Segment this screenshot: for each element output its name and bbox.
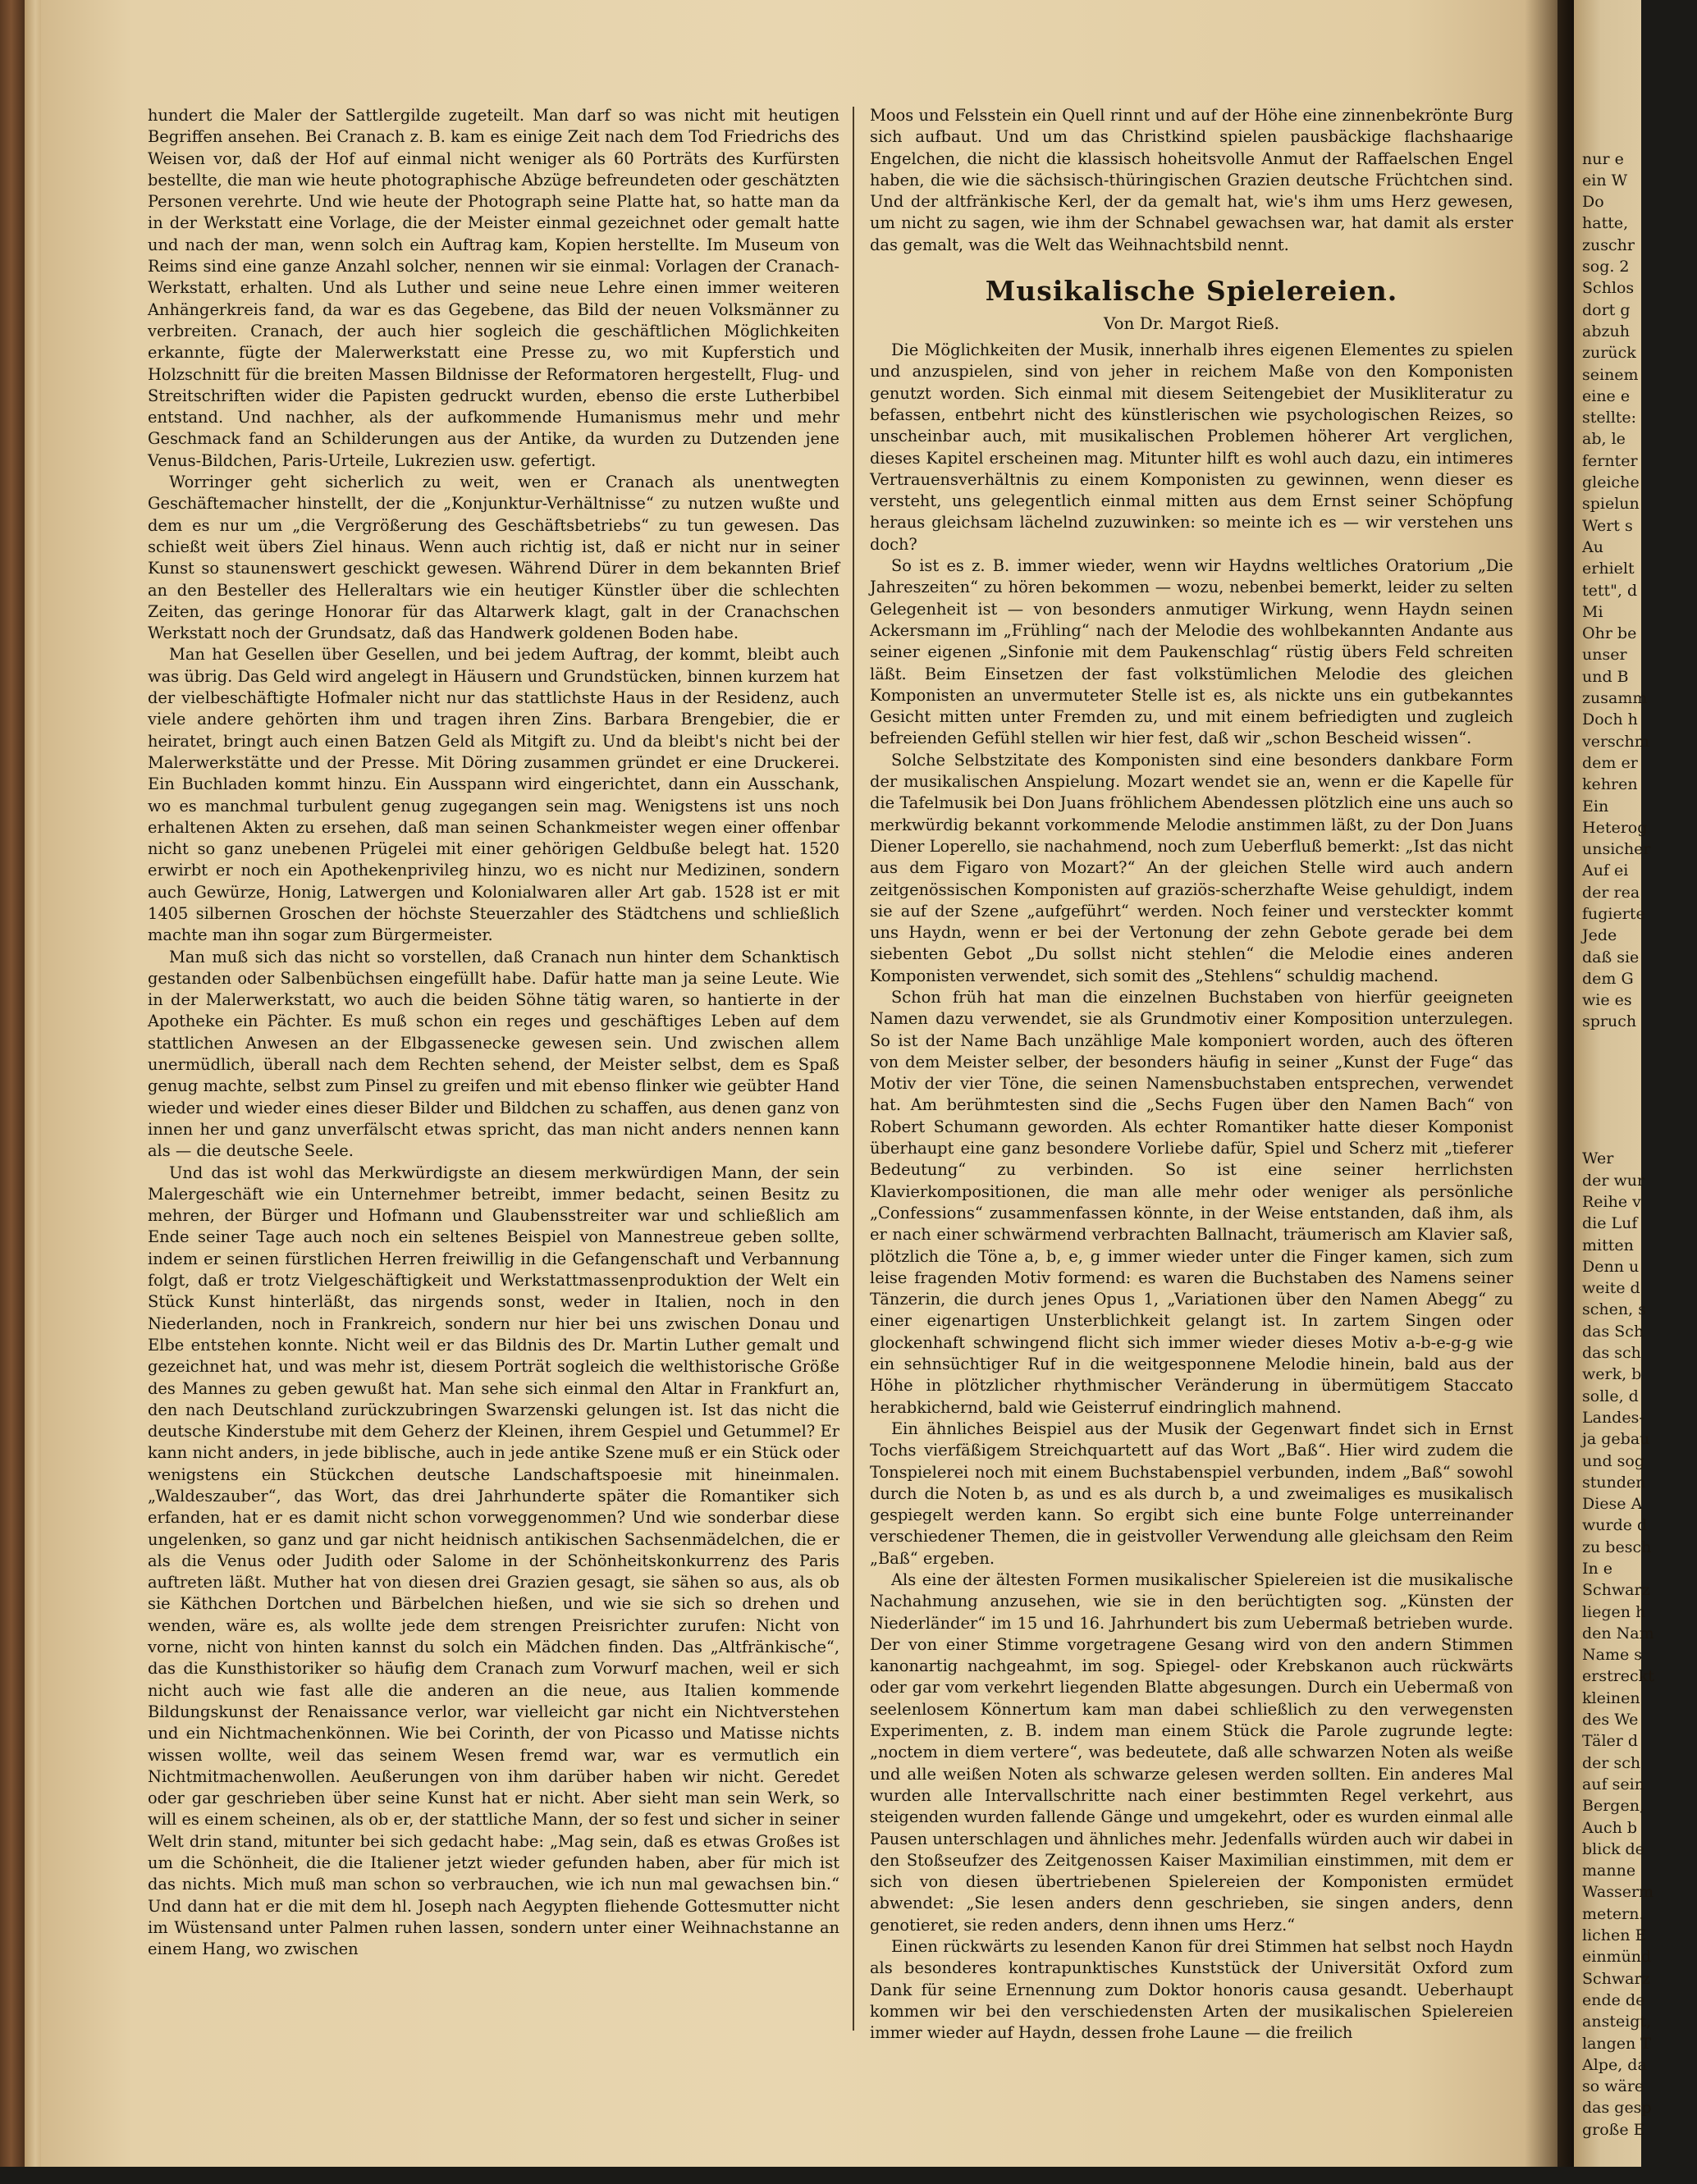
facing-page-line: Mi <box>1582 602 1603 621</box>
facing-page-block-1 <box>1582 148 1697 1033</box>
facing-page-line: seinem <box>1582 365 1639 384</box>
article-byline: Von Dr. Margot Rieß. <box>1103 313 1280 334</box>
facing-page-line: Wasserm <box>1582 1883 1654 1902</box>
facing-page-line: Heterog <box>1582 818 1648 837</box>
facing-page-line: Schlos <box>1582 279 1635 298</box>
facing-page-line: Auf ei <box>1582 861 1629 880</box>
article-paragraph: Einen rückwärts zu lesenden Kanon für drei Stimmen hat selbst noch Haydn als besonderes kontrapunktisches Kunststück der Universität Oxford zum Dank für seine Ernennung zum Doktor honoris causa gesandt. Ueberhaupt kommen wir bei den verschiedensten Arten der musikalischen Spielereien immer wieder auf Haydn, dessen frohe Laune — die freilich <box>870 1937 1513 2043</box>
facing-page-line: und B <box>1582 667 1629 686</box>
facing-page-line: gleiche <box>1582 473 1640 492</box>
article-paragraph: Die Möglichkeiten der Musik, innerhalb ihres eigenen Elementes zu spielen und anzuspielen, sind von jeher in reichem Maße von den Komponisten genutzt worden. Sich einmal mit diesem Seitengebiet der Musikliteratur zu befassen, entbehrt nicht des künstlerischen wie psychologischen Reizes, so unscheinbar auch, mit musikalischen Problemen höherer Art verglichen, dieses Kapitel erscheinen mag. Mitunter hilft es wohl auch dazu, ein intimeres Vertrauensverhältnis zu einem Komponisten zu gewinnen, wenn dieser es versteht, uns gelegentlich einmal mitten aus dem Ernst seiner Schöpfung heraus gleichsam lächelnd zuzuwinken: so meinte ich es — wir verstehen uns doch? <box>870 340 1513 554</box>
facing-page-line: werk, b <box>1582 1365 1642 1384</box>
facing-page-line: blick de <box>1582 1839 1644 1858</box>
facing-page-line: weite d <box>1582 1279 1640 1298</box>
column-divider <box>853 107 854 2031</box>
facing-page-line: Jede <box>1582 926 1617 945</box>
facing-page-line: zurück <box>1582 344 1636 363</box>
left-paragraph: Und das ist wohl das Merkwürdigste an diesem merkwürdigen Mann, der sein Malergeschäft wie ein Unternehmer betreibt, immer bedacht, seinen Besitz zu mehren, der Bürger und Hofmann und Glaubensstreiter war und schließlich am Ende seiner Tage auch noch ein seltenes Beispiel von Mannestreue geben sollte, indem er seinen fürstlichen Herren freiwillig in die Gefangenschaft und Verbannung folgt, daß er trotz Vielgeschäftigkeit und Werkstattmassenproduktion der Welt ein Stück Kunst hinterläßt, das nirgends sonst, weder in Italien, noch in den Niederlanden, noch in Frankreich, sondern nur hier bei uns zwischen Donau und Elbe entstehen konnte. Nicht weil er das Bildnis des Dr. Martin Luther gemalt und gezeichnet hat, und was mehr ist, diesem Porträt sogleich die welthistorische Größe des Mannes zu geben gewußt hat. Man sehe sich einmal den Altar in Frankfurt an, den nach Deutschland zurückzubringen Swarzenski gelungen ist. Ist das nicht die deutsche Kinderstube mit dem Geherz der Kleinen, ihrem Gespiel und Getummel? Er kann nicht anders, in jede biblische, auch in jede antike Szene muß er ein Stück oder wenigstens ein Stückchen deutsche Landschaftspoesie mit hineinmalen. „Waldeszauber“, das Wort, das drei Jahrhunderte später die Romantiker sich erfanden, hat er es damit nicht schon vorweggenommen? Und wie sonderbar diese ungelenken, so ganz und gar nicht heidnisch antikischen Sachsenmädelchen, die er als die Venus oder Judith oder Salome in der Schönheitskonkurrenz des Paris auftreten läßt. Muther hat von diesen drei Grazien gesagt, sie sähen so aus, als ob sie Käthchen Dortchen und Bärbelchen hießen, und wie sie sich so drehen und wenden, wäre es, als wollte jede dem strengen Preisrichter zurufen: Nicht von vorne, nicht von hinten kannst du solch ein Mädchen finden. Das „Altfränkische“, das die Kunsthistoriker so häufig dem Cranach zum Vorwurf machen, weil er sich nicht auch wie fast alle die anderen an die neue, aus Italien kommende Bildungskunst der Renaissance verlor, war vielleicht gar nicht ein Nichtverstehen und ein Nichtmachenkönnen. Wie bei Corinth, der von Picasso und Matisse nichts wissen wollte, weil das seinem Wesen fremd war, war es vermutlich ein Nichtmitmachenwollen. Aeußerungen von ihm darüber haben wir nicht. Geredet oder gar geschrieben über seine Kunst hat er nicht. Aber sieht man sein Werk, so will es einem scheinen, als ob er, der stattliche Mann, der so fest und sicher in seiner Welt drin stand, mitunter bei sich gedacht habe: „Mag sein, daß es etwas Großes ist um die Schönheit, die die Italiener jetzt wieder gefunden haben, aber für mich ist das nichts. Mich muß man schon so verbrauchen, wie ich nun mal gewachsen bin.“ Und dann hat er die mit dem hl. Joseph nach Aegypten fliehende Gottesmutter nicht im Wüstensand unter Palmen ruhen lassen, sondern unter einer Weihnachstanne an einem Hang, wo zwischen <box>148 1163 839 1959</box>
facing-page-line: metern. <box>1582 1904 1644 1923</box>
facing-page-line: wie es <box>1582 991 1632 1010</box>
facing-page-line: spielun <box>1582 495 1640 514</box>
facing-page-line: Auch b <box>1582 1818 1638 1837</box>
article-paragraph: Ein ähnliches Beispiel aus der Musik der Gegenwart findet sich in Ernst Tochs vierfäßigem Streichquartett auf das Wort „Baß“. Hier wird zudem die Tonspielerei noch mit einem Buchstabenspiel verbunden, indem „Baß“ sowohl durch die Noten b, as und es als durch b, a und zweimaliges es musikalisch gespiegelt werden kann. So ergibt sich eine bunte Folge unterreinander verschiedener Themen, die in geistvoller Verwendung alle gleichsam den Reim „Baß“ ergeben. <box>870 1419 1513 1568</box>
facing-page-line: Wer <box>1582 1149 1614 1168</box>
facing-page-line: Täler d <box>1582 1732 1639 1751</box>
facing-page-line: große E <box>1582 2120 1645 2139</box>
article-paragraph: Als eine der ältesten Formen musikalischer Spielereien ist die musikalische Nachahmung anzusehen, wie sie in den berüchtigten sog. „Künsten der Niederländer“ im 15 und 16. Jahrhundert bis zum Uebermaß betrieben wurde. Der von einer Stimme vorgetragene Gesang wird von den andern Stimmen kanonartig nachgeahmt, im sog. Spiegel- oder Krebskanon auch rückwärts oder gar vom verkehrt liegenden Blatte abgesungen. Durch ein Uebermaß von seelenlosem Könnertum kam man dabei schließlich zu den verwegensten Experimenten, z. B. indem man einem Stück die Parole zugrunde legte: „noctem in diem vertere“, was bedeutete, daß alle schwarzen Noten als weiße und alle weißen Noten als schwarze gelesen werden sollten. Ein anderes Mal wurden alle Intervallschritte nach einer bestimmten Regel verkehrt, aus steigenden wurden fallende Gänge und umgekehrt, oder es wurden einmal alle Pausen unterschlagen und ähnliches mehr. Jedenfalls würden auch wir dabei in den Stoßseufzer des Zeitgenossen Kaiser Maximilian einstimmen, mit dem er sich von diesen übertriebenen Spielereien der Komponisten ermüdet abwendet: „Sie lesen anders denn geschrieben, sie singen anders, denn genotieret, sie reden anders, denn ihnen ums Herz.“ <box>870 1570 1513 1935</box>
facing-page-line: das gesp <box>1582 2099 1652 2118</box>
facing-page-line: der sch <box>1582 1753 1641 1772</box>
facing-page-line: Schwarz <box>1582 1969 1650 1988</box>
facing-page-line: fugierte <box>1582 904 1645 923</box>
facing-page-line: das sch <box>1582 1344 1641 1363</box>
facing-page-line: Name s <box>1582 1646 1643 1665</box>
facing-page-line: Au <box>1582 537 1603 556</box>
facing-page-line: der rea <box>1582 883 1640 902</box>
facing-page-line: zuschr <box>1582 235 1635 254</box>
left-paragraph: hundert die Maler der Sattlergilde zugeteilt. Man darf so was nicht mit heutigen Begriffen ansehen. Bei Cranach z. B. kam es einige Zeit nach dem Tod Friedrichs des Weisen vor, daß der Hof auf einmal nicht weniger als 60 Porträts des Kurfürsten bestellte, die man wie heute photographische Abzüge befreundeten oder geschätzten Personen verehrte. Und wie heute der Photograph seine Platte hat, so hatte man da in der Werkstatt eine Vorlage, die der Meister einmal gezeichnet oder gemalt hatte und nach der man, wenn solch ein Auftrag kam, Kopien herstellte. Im Museum von Reims sind eine ganze Anzahl solcher, nennen wir sie einmal: Vorlagen der Cranach-Werkstatt, erhalten. Und als Luther und seine neue Lehre einen immer weiteren Anhängerkreis fand, da war es das Gegebene, das Bild der neuen Volksmänner zu verbreiten. Cranach, der auch hier sogleich die geschäftlichen Möglichkeiten erkannte, fügte der Malerwerkstatt eine Presse zu, wo mit Kupferstich und Holzschnitt für die breiten Massen Bildnisse der Reformatoren hergestellt, Flug- und Streitschriften wider die Papisten gedruckt wurden, ebenso die erste Lutherbibel entstand. Und nachher, als der aufkommende Humanismus mehr und mehr Geschmack fand an Schilderungen aus der Antike, da wurden zu Dutzenden jene Venus-Bildchen, Paris-Urteile, Lukrezien usw. gefertigt. <box>148 106 839 470</box>
facing-page-line: erhielt <box>1582 560 1635 578</box>
facing-page-line: tett", d <box>1582 581 1638 600</box>
facing-page-line: Ein <box>1582 797 1609 816</box>
facing-page-line: daß sie <box>1582 948 1640 966</box>
facing-page-line: mitten <box>1582 1236 1634 1254</box>
facing-page-line: die Luf <box>1582 1214 1638 1233</box>
facing-page-line: sog. 2 <box>1582 258 1630 276</box>
facing-page-line: Do <box>1582 193 1604 212</box>
facing-page-line: In e <box>1582 1560 1613 1578</box>
left-paragraph: Man muß sich das nicht so vorstellen, daß Cranach nun hinter dem Schanktisch gestanden oder Salbenbüchsen eingefüllt habe. Dafür hatte man ja seine Leute. Wie in der Malerwerkstatt, wo auch die beiden Söhne tätig waren, so hantierte in der Apotheke ein Pächter. Es muß schon ein reges und geschäftiges Leben auf dem stattlichen Anwesen an der Elbgassenecke gewesen sein. Und zwischen allem unermüdlich, überall nach dem Rechten sehend, der Meister selbst, dem es Spaß genug machte, selbst zum Pinsel zu greifen und mit ebenso flinker wie geübter Hand wieder und wieder eines dieser Bilder und Bildchen zu schaffen, aus denen ganz von innen her und ganz unverfälscht etwas spricht, das man nicht anders nennen kann als — die deutsche Seele. <box>148 947 839 1161</box>
facing-page-line: nur e <box>1582 149 1624 168</box>
facing-page-line: kehren <box>1582 775 1638 794</box>
left-paragraph: Man hat Gesellen über Gesellen, und bei jedem Auftrag, der kommt, bleibt auch was übrig. Das Geld wird angelegt in Häusern und Grundstücken, binnen kurzem hat der vielbeschäftigte Hofmaler nicht nur das stattlichste Haus in der Residenz, auch viele andere gehörten ihm und tragen ihren Zins. Barbara Brengebier, die er heiratet, bringt auch einen Batzen Geld als Mitgift zu. Und da bleibt's nicht bei der Malerwerkstätte und der Presse. Mit Döring zusammen gründet er eine Druckerei. Ein Buchladen kommt hinzu. Ein Ausspann wird eingerichtet, dann ein Ausschank, wo es manchmal turbulent genug zugegangen sein mag. Wenigstens ist uns noch erhaltenen Akten zu ersehen, daß man seinen Schankmeister wegen einer offenbar nicht so ganz unebenen Prügelei mit einer gehörigen Geldbuße belegt hat. 1520 erwirbt er noch ein Apothekenprivileg hinzu, wo es nicht nur Medizinen, sondern auch Gewürze, Honig, Latwergen und Kolonialwaren aller Art gab. 1528 ist er mit 1405 silbernen Groschen der höchste Steuerzahler des Städtchens und schließlich machte man ihn sogar zum Bürgermeister. <box>148 645 839 945</box>
facing-page-line: lichen E <box>1582 1926 1647 1945</box>
facing-page-line: dort g <box>1582 300 1631 319</box>
article-paragraph: Solche Selbstzitate des Komponisten sind eine besonders dankbare Form der musikalischen Anspielung. Mozart wendet sie an, wenn er die Kapelle für die Tafelmusik bei Don Juans fröhlichem Abendessen plötzlich eine uns auch so merkwürdig bekannt vorkommende Melodie anstimmen läßt, zu der Don Juans Diener Loperello, sie nachahmend, noch zum Ueberfluß bemerkt: „Ist das nicht aus dem Figaro von Mozart?“ An der gleichen Stelle wird auch andern zeitgenössischen Komponisten auf graziös-scherzhafte Weise gehuldigt, indem sie auf der Szene „aufgeführt“ werden. Noch feiner und versteckter kommt uns Haydn, wenn er bei der Vertonung der zehn Gebote gerade bei dem siebenten Gebot „Du sollst nicht stehlen“ die Melodie eines anderen Komponisten verwendet, sich somit des „Stehlens“ schuldig machend. <box>870 750 1513 985</box>
facing-page-line: zusamm <box>1582 689 1648 708</box>
facing-page-line: Denn u <box>1582 1257 1640 1276</box>
facing-page-line: eine e <box>1582 386 1631 405</box>
facing-page-line: verschm <box>1582 732 1649 751</box>
facing-page-line: Reihe v <box>1582 1192 1641 1211</box>
facing-page-line: Schwarz <box>1582 1581 1650 1600</box>
facing-page-line: stunden <box>1582 1473 1646 1492</box>
facing-page-line: Doch h <box>1582 710 1638 729</box>
facing-page-line: einmünd <box>1582 1948 1652 1967</box>
left-column <box>148 105 839 1961</box>
facing-page-line: solle, d <box>1582 1387 1639 1405</box>
facing-page-line: erstreckt <box>1582 1667 1654 1686</box>
facing-page-line: auf sein <box>1582 1775 1644 1793</box>
facing-page-line: Alpe, da <box>1582 2055 1647 2074</box>
facing-page-line: Bergen, <box>1582 1797 1644 1816</box>
gutter-shadow <box>1525 0 1574 2167</box>
facing-page-line: ein W <box>1582 171 1628 190</box>
facing-page-line: so wäre <box>1582 2077 1644 2096</box>
facing-page-line: den Nam <box>1582 1624 1654 1643</box>
facing-page-line: ansteigt, <box>1582 2013 1652 2031</box>
facing-page-line: wurde d <box>1582 1516 1648 1535</box>
facing-page-line: langen T <box>1582 2034 1651 2053</box>
facing-page-edge <box>1574 0 1654 2167</box>
facing-page-line: Ohr be <box>1582 624 1637 643</box>
facing-page-line: dem G <box>1582 969 1634 988</box>
facing-page-line: ende de <box>1582 1990 1645 2009</box>
facing-page-line: abzuh <box>1582 322 1630 340</box>
facing-page-line: des We <box>1582 1711 1639 1729</box>
left-paragraph: Worringer geht sicherlich zu weit, wen er Cranach als unentwegten Geschäftemacher hinstellt, der die „Konjunktur-Verhältnisse“ zu nutzen wußte und dem es nur um „die Vergrößerung des Geschäftsbetriebs“ zu tun gewesen. Das schießt weit übers Ziel hinaus. Wenn auch richtig ist, daß er nicht nur in seiner Kunst so staunenswert geschickt gewesen. Während Dürer in dem bekannten Brief an den Besteller des Helleraltars wie ein heutiger Künstler über die schlechten Zeiten, das geringe Honorar für das Altarwerk klagt, galt in der Cranachschen Werkstatt noch der Grundsatz, daß das Handwerk goldenen Boden habe. <box>148 473 839 643</box>
facing-page-line: unsicher <box>1582 840 1651 859</box>
facing-page-line: hatte, <box>1582 214 1629 233</box>
page-stack-edge <box>25 0 43 2167</box>
facing-page-line: schen, s <box>1582 1300 1646 1319</box>
facing-page-block-2 <box>1582 1148 1697 2141</box>
facing-page-line: ja gebau <box>1582 1430 1650 1449</box>
facing-page-line: stellte: <box>1582 409 1637 427</box>
facing-page-line: und sog <box>1582 1451 1645 1470</box>
article-title: Musikalische Spielereien. <box>985 275 1398 308</box>
facing-page-line: das Sch <box>1582 1322 1644 1341</box>
facing-page-line: Diese A <box>1582 1495 1643 1514</box>
facing-page-line: manne <box>1582 1862 1636 1880</box>
right-column <box>870 105 1513 2045</box>
facing-page-line: ab, le <box>1582 430 1626 449</box>
facing-page-line: Wert s <box>1582 516 1633 535</box>
facing-page-line: fernter <box>1582 451 1638 470</box>
book-binding <box>0 0 25 2167</box>
facing-page-line: Landes- <box>1582 1408 1644 1427</box>
facing-page-line: unser <box>1582 646 1627 665</box>
facing-page-line: spruch <box>1582 1012 1637 1031</box>
facing-page-line: zu besch <box>1582 1537 1652 1556</box>
facing-page-text <box>1582 105 1697 2184</box>
facing-page-line: liegen h <box>1582 1602 1646 1621</box>
facing-page-line: dem er <box>1582 753 1638 772</box>
facing-page-line: der wur <box>1582 1171 1645 1190</box>
facing-page-line: kleinen <box>1582 1688 1640 1707</box>
article-paragraph: Schon früh hat man die einzelnen Buchstaben von hierfür geeigneten Namen dazu verwendet, sie als Grundmotiv einer Komposition unterzulegen. So ist der Name Bach unzählige Male komponiert worden, auch des öfteren von dem Meister selber, der besonders häufig in seiner „Kunst der Fuge“ das Motiv der vier Töne, die seinen Namensbuchstaben entsprechen, verwendet hat. Am berühmtesten sind die „Sechs Fugen über den Namen Bach“ von Robert Schumann geworden. Als echter Romantiker hatte dieser Komponist überhaupt eine ganz besondere Vorliebe dafür, Spiel und Scherz mit „tieferer Bedeutung“ zu verbinden. So ist eine seiner herrlichsten Klavierkompositionen, die man alle mehr oder weniger als persönliche „Confessions“ zusammenfassen könnte, in der Weise entstanden, daß ihm, als er nach einer schwärmend verbrachten Ballnacht, träumerisch am Klavier saß, plötzlich die Töne a, b, e, g immer wieder unter die Finger kamen, sich zum leise fragenden Motiv formend: es waren die Buchstaben des Namens seiner Tänzerin, die durch jenes Opus 1, „Variationen über den Namen Abegg“ zu einer eigenartigen Unsterblichkeit gelangt ist. In zartem Singen oder glockenhaft schwingend flicht sich immer wieder dieses Motiv a-b-e-g-g wie ein sehnsüchtiger Ruf in die weitgesponnene Melodie hinein, bald aus der Höhe in plötzlicher rhythmischer Veränderung in übermütigem Staccato herabkichernd, bald wie Geisterruf eindringlich mahnend. <box>870 987 1513 1417</box>
article-paragraph: So ist es z. B. immer wieder, wenn wir Haydns weltliches Oratorium „Die Jahreszeiten“ zu hören bekommen — wozu, nebenbei bemerkt, leider zu selten Gelegenheit ist — von besonders anmutiger Wirkung, wenn Haydn seinen Ackersmann im „Frühling“ nach der Melodie des wohlbekannten Andante aus seiner eigenen „Sinfonie mit dem Paukenschlag“ rüstig übers Feld schreiten läßt. Beim Einsetzen der fast volkstümlichen Melodie des gleichen Komponisten an unvermuteter Stelle ist es, als nickte uns ein gutbekanntes Gesicht mitten unter Fremden zu, und mit einem befriedigten und zugleich befreienden Gefühl stellen wir hier fest, daß wir „schon Bescheid wissen“. <box>870 556 1513 748</box>
intro-paragraph: Moos und Felsstein ein Quell rinnt und auf der Höhe eine zinnenbekrönte Burg sich aufbaut. Und um das Christkind spielen pausbäckige flachshaarige Engelchen, die nicht die klassisch hoheitsvolle Anmut der Raffaelschen Engel haben, die wie die sächsisch-thüringischen Grazien deutsche Früchtchen sind. Und der altfränkische Kerl, der da gemalt hat, wie's ihm ums Herz gewesen, um nicht zu sagen, wie ihm der Schnabel gewachsen war, hat damit als erster das gemalt, was die Welt das Weihnachtsbild nennt. <box>870 106 1513 254</box>
